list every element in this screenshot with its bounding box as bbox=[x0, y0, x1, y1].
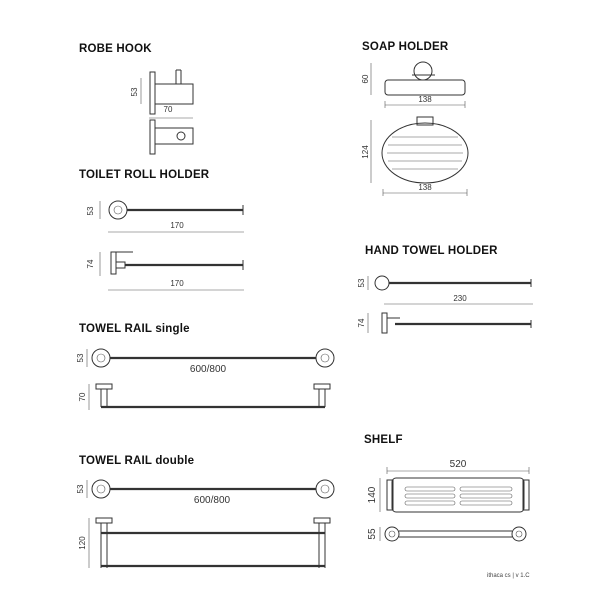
toilet-roll-mount-inner bbox=[114, 206, 122, 214]
footer-brand: ithaca cs bbox=[487, 573, 511, 579]
towel-rail-single-drawing bbox=[76, 349, 334, 410]
toilet-roll-height-label: 53 bbox=[86, 206, 95, 216]
rail-single-mount-left bbox=[92, 349, 110, 367]
towel-rail-double-drawing bbox=[76, 480, 334, 568]
soap-holder-width-top-label: 138 bbox=[418, 95, 432, 104]
rail-single-elev-plate-right bbox=[314, 384, 330, 389]
shelf-slot-3 bbox=[405, 494, 455, 498]
shelf-plan-tray bbox=[392, 478, 524, 512]
rail-single-length-label: 600/800 bbox=[189, 364, 227, 375]
robe-hook-plan-plate bbox=[150, 120, 155, 154]
footer-separator: | bbox=[512, 573, 516, 579]
soap-holder-width-bottom-label: 138 bbox=[418, 183, 432, 192]
shelf-depth-label: 140 bbox=[367, 486, 378, 504]
robe-hook-height-label: 53 bbox=[130, 87, 139, 97]
toilet-roll-plate bbox=[111, 252, 116, 274]
hand-towel-height-label: 53 bbox=[357, 278, 366, 288]
rail-single-mount-right bbox=[316, 349, 334, 367]
rail-double-depth-label: 120 bbox=[78, 536, 87, 550]
robe-hook-plate bbox=[150, 72, 155, 114]
shelf-slot-5 bbox=[405, 501, 455, 505]
rail-single-mount-right-inner bbox=[321, 354, 329, 362]
rail-double-mount-right bbox=[316, 480, 334, 498]
toilet-roll-width-top-label: 170 bbox=[170, 221, 184, 230]
shelf-slot-2 bbox=[460, 487, 512, 491]
shelf-slot-1 bbox=[405, 487, 455, 491]
robe-hook-body bbox=[155, 84, 193, 104]
soap-holder-depth-label: 124 bbox=[361, 145, 370, 159]
shelf-drawing bbox=[367, 459, 529, 541]
rail-double-length-label: 600/800 bbox=[193, 495, 231, 506]
toilet-roll-arm-base bbox=[116, 262, 125, 268]
shelf-elev-mount-right bbox=[512, 527, 526, 541]
shelf-elev-mount-left-inner bbox=[389, 531, 395, 537]
soap-holder-plan-mount bbox=[417, 117, 433, 125]
toilet-roll-depth-label: 74 bbox=[86, 259, 95, 269]
rail-double-elev-plate-left bbox=[96, 518, 112, 523]
soap-holder-height-label: 60 bbox=[361, 74, 370, 84]
rail-double-elev-plate-right bbox=[314, 518, 330, 523]
rail-double-mount-left bbox=[92, 480, 110, 498]
toilet-roll-holder-title: TOILET ROLL HOLDER bbox=[79, 169, 210, 181]
toilet-roll-holder-drawing bbox=[86, 201, 244, 290]
robe-hook-plan-knob bbox=[177, 132, 185, 140]
rail-single-height-label: 53 bbox=[76, 353, 85, 363]
shelf-elev-mount-left bbox=[385, 527, 399, 541]
soap-holder-drawing bbox=[361, 62, 468, 196]
footer bbox=[487, 573, 530, 579]
robe-hook-title: ROBE HOOK bbox=[79, 43, 152, 55]
towel-rail-double-title: TOWEL RAIL double bbox=[79, 455, 195, 467]
rail-single-depth-label: 70 bbox=[78, 392, 87, 402]
hand-towel-plate bbox=[382, 313, 387, 333]
soap-holder-mount bbox=[414, 62, 432, 80]
footer-version: v 1.C bbox=[515, 573, 530, 579]
hand-towel-depth-label: 74 bbox=[357, 318, 366, 328]
robe-hook-depth-label: 70 bbox=[163, 105, 173, 114]
hand-towel-width-label: 230 bbox=[453, 294, 467, 303]
rail-single-elev-plate-left bbox=[96, 384, 112, 389]
rail-double-height-label: 53 bbox=[76, 484, 85, 494]
rail-double-mount-right-inner bbox=[321, 485, 329, 493]
shelf-title: SHELF bbox=[364, 434, 403, 446]
soap-holder-tray-side bbox=[385, 80, 465, 95]
towel-rail-single-title: TOWEL RAIL single bbox=[79, 323, 190, 335]
shelf-height-label: 55 bbox=[367, 528, 378, 540]
shelf-elev-mount-right-inner bbox=[516, 531, 522, 537]
hand-towel-holder-drawing bbox=[357, 276, 533, 333]
robe-hook-drawing bbox=[130, 70, 193, 154]
rail-single-mount-left-inner bbox=[97, 354, 105, 362]
robe-hook-plan-body bbox=[155, 128, 193, 144]
hand-towel-holder-title: HAND TOWEL HOLDER bbox=[365, 245, 498, 257]
toilet-roll-width-bottom-label: 170 bbox=[170, 279, 184, 288]
rail-double-mount-left-inner bbox=[97, 485, 105, 493]
shelf-slot-4 bbox=[460, 494, 512, 498]
hand-towel-mount bbox=[375, 276, 389, 290]
soap-holder-title: SOAP HOLDER bbox=[362, 41, 449, 53]
shelf-slot-6 bbox=[460, 501, 512, 505]
toilet-roll-mount bbox=[109, 201, 127, 219]
shelf-width-label: 520 bbox=[449, 459, 467, 470]
